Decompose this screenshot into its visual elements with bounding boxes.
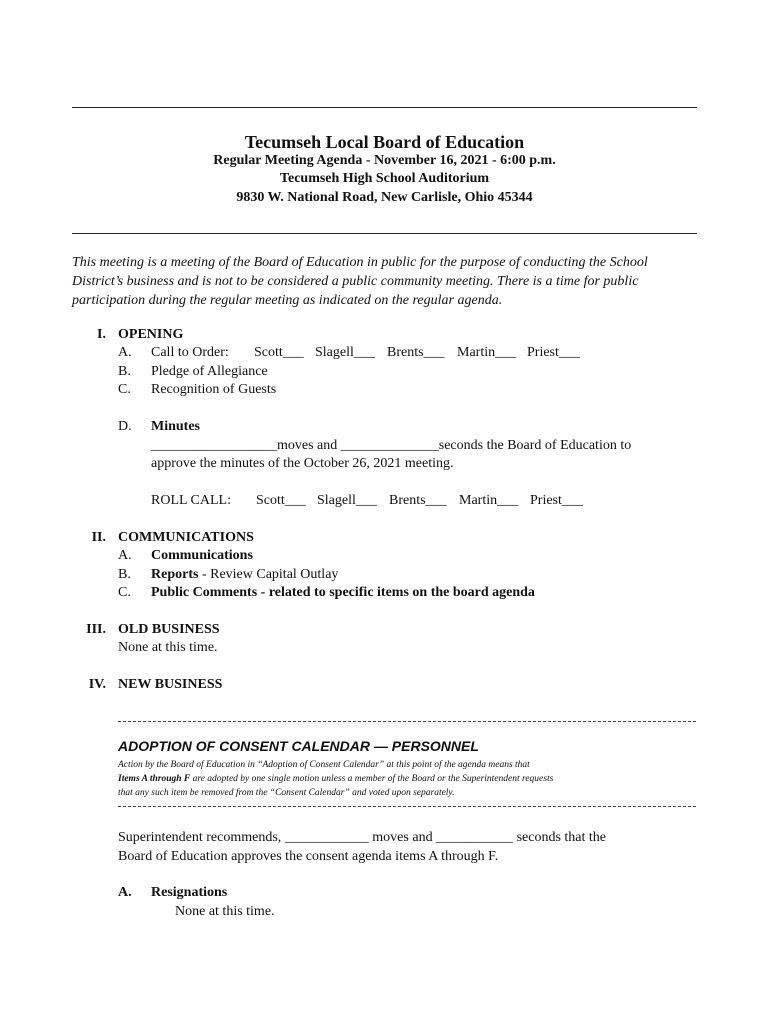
roll-member-brents: Brents___ (389, 493, 447, 508)
recommendation-line-1 (118, 830, 606, 846)
minutes-motion-line (151, 438, 631, 454)
consent-note-line-1: Action by the Board of Education in “Adoption of Consent Calendar” at this point of the agenda means that (118, 760, 530, 770)
consent-calendar-note (118, 758, 698, 800)
minutes-mover-blank[interactable]: __________________ (151, 438, 277, 453)
recommendation-text-a: Superintendent recommends, (118, 830, 282, 845)
roll-call-label: ROLL CALL: (151, 493, 231, 508)
roll-member-priest: Priest___ (530, 493, 583, 508)
recommendation-text-c: seconds that the (516, 830, 606, 845)
member-martin: Martin___ (457, 345, 517, 360)
consent-note-items-label: Items A through F (118, 774, 191, 784)
meeting-address: 9830 W. National Road, New Carlisle, Ohio 45344 (236, 190, 533, 205)
pledge-item: Pledge of Allegiance (151, 364, 268, 379)
consent-calendar-title: ADOPTION OF CONSENT CALENDAR — PERSONNEL (118, 738, 479, 754)
call-to-order-label: Call to Order: (151, 345, 229, 360)
reports-description: - Review Capital Outlay (198, 567, 339, 582)
consent-bottom-dashed-rule (118, 806, 696, 807)
member-scott: Scott___ (254, 345, 304, 360)
consent-note-line-2-rest: are adopted by one single motion unless a member of the Board or the Superintendent requests (190, 774, 554, 784)
recommendation-mover-blank[interactable]: ____________ (284, 830, 369, 845)
section-heading-new-business: NEW BUSINESS (118, 677, 223, 692)
section-numeral-communications: II. (91, 530, 106, 545)
section-numeral-opening: I. (97, 327, 106, 342)
minutes-motion-line-2: approve the minutes of the October 26, 2021 meeting. (151, 456, 454, 471)
document-title: Tecumseh Local Board of Education (244, 132, 525, 152)
minutes-seconder-blank[interactable]: ______________ (340, 438, 439, 453)
roll-member-martin: Martin___ (459, 493, 519, 508)
member-priest: Priest___ (527, 345, 580, 360)
item-letter: B. (118, 567, 131, 582)
item-letter: C. (118, 585, 131, 600)
header-bottom-rule (72, 233, 697, 234)
consent-note-line-2 (118, 772, 698, 786)
reports-item (151, 567, 338, 583)
recommendation-seconder-blank[interactable]: ___________ (436, 830, 514, 845)
member-brents: Brents___ (387, 345, 445, 360)
consent-note-line-3: that any such item be removed from the “Consent Calendar” and voted upon separately. (118, 788, 455, 798)
member-slagell: Slagell___ (315, 345, 375, 360)
meeting-location: Tecumseh High School Auditorium (279, 171, 490, 186)
roll-member-slagell: Slagell___ (317, 493, 377, 508)
intro-paragraph: This meeting is a meeting of the Board of Education in public for the purpose of conducting the School District’s business and is not to be considered a public community meeting. There is a time for public participation during the regular meeting as indicated on the regular agenda. (72, 255, 648, 308)
section-heading-opening: OPENING (118, 327, 184, 342)
minutes-moves-text: moves and (277, 438, 338, 453)
consent-top-dashed-rule (118, 721, 696, 722)
resignations-text: None at this time. (175, 904, 275, 919)
item-letter: B. (118, 364, 131, 379)
minutes-heading: Minutes (151, 419, 200, 434)
section-numeral-old-business: III. (86, 622, 106, 637)
public-comments-item: Public Comments - related to specific items on the board agenda (151, 585, 535, 600)
old-business-text: None at this time. (118, 640, 218, 655)
meeting-subtitle: Regular Meeting Agenda - November 16, 2021 - 6:00 p.m. (213, 153, 556, 168)
roll-member-scott: Scott___ (256, 493, 306, 508)
top-rule (72, 107, 697, 108)
recommendation-line-2: Board of Education approves the consent agenda items A through F. (118, 849, 499, 864)
section-heading-old-business: OLD BUSINESS (118, 622, 220, 637)
communications-item: Communications (151, 548, 253, 563)
item-letter: A. (118, 345, 132, 360)
item-letter: D. (118, 419, 132, 434)
reports-label: Reports (151, 567, 199, 582)
section-heading-communications: COMMUNICATIONS (118, 530, 254, 545)
section-numeral-new-business: IV. (88, 677, 106, 692)
recommendation-text-b: moves and (372, 830, 433, 845)
item-letter: C. (118, 382, 131, 397)
item-letter: A. (118, 548, 132, 563)
minutes-seconds-text: seconds the Board of Education to (438, 438, 632, 453)
resignations-heading: Resignations (151, 885, 228, 900)
recognition-item: Recognition of Guests (151, 382, 277, 397)
item-letter: A. (118, 885, 132, 900)
